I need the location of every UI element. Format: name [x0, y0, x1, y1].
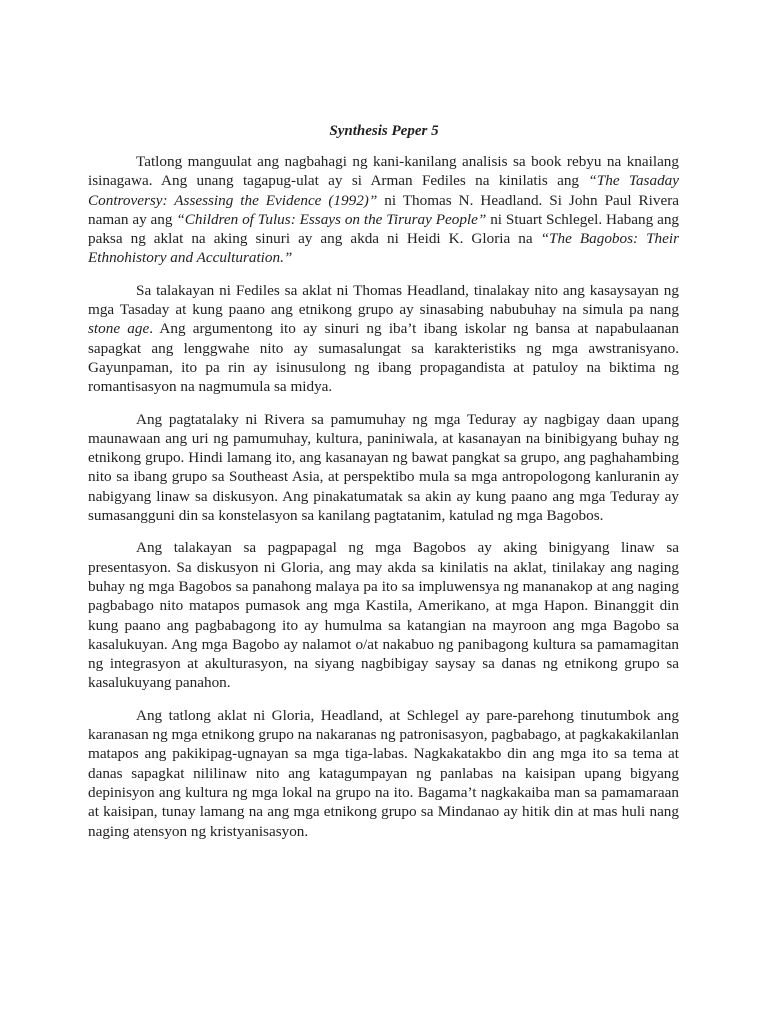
italic-title-text: “The Tasaday Controversy: Assessing the Evidence (1992)”: [88, 172, 679, 209]
paragraph-text: Ang talakayan sa pagpapagal ng mga Bagobos ay aking binigyang linaw sa presentasyon. Sa diskusyon ni Gloria, ang may akda sa kinilatis na aklat, tinilakay ang naging buhay ng mga Bagobos sa panahong malaya pa ito sa impluwensya ng mananakop at ang naging pagbabago nito matapos pumasok ang mga Kastila, Amerikano, at mga Hapon. Binanggit din kung paano ang pagbabagong ito ay humulma sa katangian na mayroon ang mga Bagobo sa kasalukuyan. Ang mga Bagobo ay nalamot o/at nakabuo ng panibagong kultura sa pamamagitan ng integrasyon at akulturasyon, na siyang nagbibigay saysay sa danas ng etnikong grupo sa kasalukuyang panahon.: [88, 539, 679, 692]
document-body: [88, 152, 679, 854]
italic-title-text: stone age: [88, 320, 150, 338]
paragraph: [88, 538, 679, 692]
paragraph-text: Sa talakayan ni Fediles sa aklat ni Thomas Headland, tinalakay nito ang kasaysayan ng mga Tasaday at kung paano ang etnikong grupo ay sinasabing nabubuhay na simula pa nang: [88, 281, 679, 319]
paragraph: [88, 152, 679, 268]
italic-title-text: “Children of Tulus: Essays on the Tiruray People”: [176, 210, 487, 228]
paragraph-text: Ang pagtatalaky ni Rivera sa pamumuhay ng mga Teduray ay nagbigay daan upang maunawaan ang uri ng pamumuhay, kultura, paniniwala, at kasanayan na binibigyang buhay ng etnikong grupo. Hindi lamang ito, ang kasanayan ng bawat pangkat sa grupo, ang paghahambing nito sa ibang grupo sa Southeast Asia, at perspektibo mula sa mga antropologong kanluranin ay nabigyang linaw sa diskusyon. Ang pinakatumatak sa akin ay kung paano ang mga Teduray ay sumasangguni din sa konstelasyon sa kanilang pagtatanim, katulad ng mga Bagobos.: [88, 410, 679, 525]
paragraph-text: . Ang argumentong ito ay sinuri ng iba’t ibang iskolar ng bansa at napabulaanan sapagkat ang lenggwahe nito ay sumasalungat sa karakteristiks ng mga awstranisyano. Gayunpaman, ito pa rin ay isinusulong ng ibang propagandista at patuloy na biktima ng romantisasyon na nagmumula sa midya.: [88, 320, 679, 396]
paragraph-text: ni Thomas N. Headland. Si John Paul Rivera naman ay ang: [88, 191, 680, 228]
paragraph: [88, 706, 679, 841]
paragraph: [88, 281, 679, 397]
paragraph-text: ni Stuart Schlegel. Habang ang paksa ng aklat na aking sinuri ay ang akda ni Heidi K. Gloria na: [88, 210, 680, 248]
page-title: Synthesis Peper 5: [329, 123, 439, 139]
paragraph-text: Tatlong manguulat ang nagbahagi ng kani-kanilang analisis sa book rebyu na knailang isinagawa. Ang unang tagapug-ulat ay si Arman Fediles na kinilatis ang: [88, 153, 679, 190]
italic-title-text: “The Bagobos: Their Ethnohistory and Acculturation.”: [88, 230, 679, 267]
paragraph: [88, 410, 679, 526]
paragraph-text: Ang tatlong aklat ni Gloria, Headland, at Schlegel ay pare-parehong tinutumbok ang karanasan ng mga etnikong grupo na nakaranas ng patronisasyon, pagbabago, at pagkakakilanlan matapos ang pakikipag-ugnayan sa mga tiga-labas. Nagkakatakbo din ang mga ito sa tema at danas sapagkat nililinaw nito ang katagumpayan ng panlabas na kaisipan upang bigyang depinisyon ang kultura ng mga lokal na grupo na ito. Bagama’t nagkakaiba man sa pamamaraan at kaisipan, tunay lamang na ang mga etnikong grupo sa Mindanao ay hitik din at mas huli nang naging atensyon ng kristyanisasyon.: [88, 706, 679, 840]
